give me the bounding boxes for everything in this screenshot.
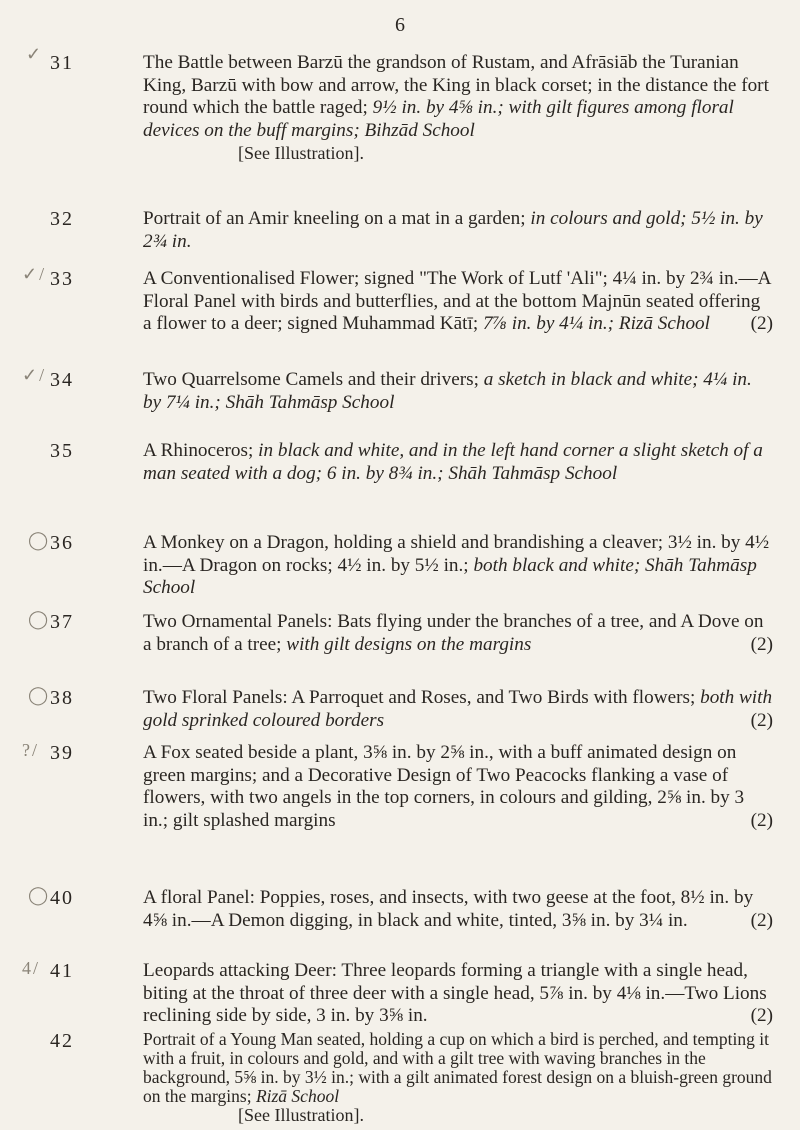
- lot-description: Two Ornamental Panels: Bats flying under the branches of a tree, and A Dove on a branch of a tree; with gilt designs on the margins (2): [143, 611, 773, 655]
- lot-description: A Monkey on a Dragon, holding a shield and brandishing a cleaver; 3½ in. by 4½ in.—A Dragon on rocks; 4½ in. by 5½ in.; both black and white; Shāh Tahmāsp School: [143, 532, 770, 598]
- lot-description: The Battle between Barzū the grandson of Rustam, and Afrāsiāb the Turanian King, Barzū with bow and arrow, the King in black corset; in the distance the fort round which the battle raged; 9½ in. by 4⅝ in.; with gilt figures among floral devices on the buff margins; Bihzād School [See Illustration].: [143, 52, 769, 163]
- lot-description: Portrait of an Amir kneeling on a mat in a garden; in colours and gold; 5½ in. by 2¾ in.: [143, 208, 763, 252]
- lot-number: ◯ 37: [28, 609, 74, 633]
- lot-number: ◯ 38: [28, 685, 74, 709]
- lot-number: ?/ 39: [22, 740, 74, 764]
- lot-description: A Fox seated beside a plant, 3⅝ in. by 2⅝ in., with a buff animated design on green margins; and a Decorative Design of Two Peacocks flanking a vase of flowers, with two angels in the top corners, in colours and gilding, 2⅝ in. by 3 in.; gilt splashed margins (2): [143, 742, 773, 831]
- lot-number: ◯ 40: [28, 885, 74, 909]
- page-number: 6: [395, 14, 405, 36]
- lot-description: Two Quarrelsome Camels and their drivers; a sketch in black and white; 4¼ in. by 7¼ in.; Shāh Tahmāsp School: [143, 369, 752, 413]
- lot-number: 35: [50, 440, 74, 462]
- lot-number: ✓ 31: [26, 44, 74, 74]
- lot-description: Portrait of a Young Man seated, holding a cup on which a bird is perched, and tempting it with a fruit, in colours and gold, and with a gilt tree with waving branches in the background, 5⅝ in. by 3½ in.; with a gilt animated forest design on a bluish-green ground on the margins; Rizā School [See Illustration].: [143, 1029, 772, 1125]
- lot-number: 4/ 41: [22, 958, 74, 982]
- lot-number: ✓/ 33: [22, 264, 74, 290]
- lot-description: A Conventionalised Flower; signed "The Work of Lutf 'Ali"; 4¼ in. by 2¾ in.—A Floral Panel with birds and butterflies, and at the bottom Majnūn seated offering a flower to a deer; signed Muhammad Kātī; 7⅞ in. by 4¼ in.; Rizā School (2): [143, 268, 773, 334]
- lot-number: 42: [50, 1030, 74, 1052]
- lot-number: 32: [50, 208, 74, 230]
- lot-description: Two Floral Panels: A Parroquet and Roses, and Two Birds with flowers; both with gold sprinked coloured borders (2): [143, 687, 773, 731]
- lot-description: A floral Panel: Poppies, roses, and insects, with two geese at the foot, 8½ in. by 4⅝ in.—A Demon digging, in black and white, tinted, 3⅝ in. by 3¼ in. (2): [143, 887, 773, 931]
- lot-description: A Rhinoceros; in black and white, and in the left hand corner a slight sketch of a man seated with a dog; 6 in. by 8¾ in.; Shāh Tahmāsp School: [143, 440, 763, 484]
- lot-number: ✓/ 34: [22, 365, 74, 391]
- lot-description: Leopards attacking Deer: Three leopards forming a triangle with a single head, biting at the throat of three deer with a single head, 5⅞ in. by 4⅛ in.—Two Lions reclining side by side, 3 in. by 3⅝ in. (2): [143, 960, 773, 1026]
- lot-number: ◯ 36: [28, 530, 74, 554]
